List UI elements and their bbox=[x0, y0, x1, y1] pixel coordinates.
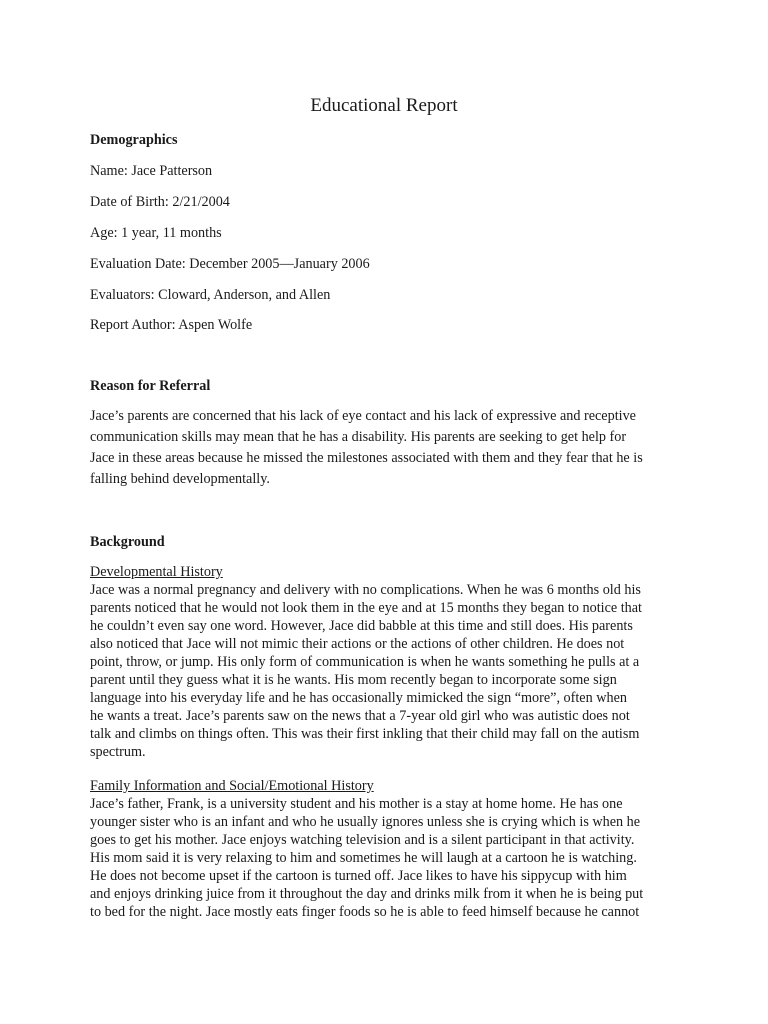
paragraph-line: He does not become upset if the cartoon is turned off. Jace likes to have his sippycup with him bbox=[90, 868, 627, 884]
demographics-evaluators: Evaluators: Cloward, Anderson, and Allen bbox=[90, 287, 331, 303]
paragraph-line: younger sister who is an infant and who he usually ignores unless she is crying which is when he bbox=[90, 814, 641, 830]
paragraph-line: Jace’s parents are concerned that his lack of eye contact and his lack of expressive and receptive bbox=[90, 408, 636, 424]
demographics-heading: Demographics bbox=[90, 132, 178, 148]
paragraph-line: he wants a treat. Jace’s parents saw on the news that a 7-year old girl who was autistic does not bbox=[90, 708, 630, 724]
paragraph-line: goes to get his mother. Jace enjoys watching television and is a silent participant in that activity. bbox=[90, 832, 635, 848]
paragraph-line: Jace’s father, Frank, is a university student and his mother is a stay at home home. He has one bbox=[90, 796, 623, 812]
paragraph-line: talk and climbs on things often. This was their first inkling that their child may fall on the autism bbox=[90, 726, 640, 742]
paragraph-line: parent until they guess what it is he wants. His mom recently began to incorporate some sign bbox=[90, 672, 617, 688]
demographics-report-author: Report Author: Aspen Wolfe bbox=[90, 317, 253, 333]
demographics-dob: Date of Birth: 2/21/2004 bbox=[90, 194, 230, 210]
paragraph-line: Jace in these areas because he missed the milestones associated with them and they fear that he is bbox=[90, 450, 643, 466]
paragraph-line: spectrum. bbox=[90, 744, 146, 760]
background-heading: Background bbox=[90, 534, 165, 550]
family-history-paragraph bbox=[90, 795, 690, 921]
paragraph-line: to bed for the night. Jace mostly eats finger foods so he is able to feed himself because he cannot bbox=[90, 904, 640, 920]
paragraph-line: falling behind developmentally. bbox=[90, 471, 270, 487]
demographics-name: Name: Jace Patterson bbox=[90, 163, 213, 179]
demographics-age: Age: 1 year, 11 months bbox=[90, 225, 222, 241]
developmental-history-paragraph bbox=[90, 581, 690, 761]
page-title: Educational Report bbox=[310, 95, 458, 116]
paragraph-line: point, throw, or jump. His only form of communication is when he wants something he pulls at a bbox=[90, 654, 640, 670]
paragraph-line: language into his everyday life and he has occasionally mimicked the sign “more”, often when bbox=[90, 690, 627, 706]
paragraph-line: Jace was a normal pregnancy and delivery with no complications. When he was 6 months old his bbox=[90, 582, 641, 598]
family-history-subheading: Family Information and Social/Emotional History bbox=[90, 778, 374, 794]
developmental-history-subheading: Developmental History bbox=[90, 564, 223, 580]
referral-heading: Reason for Referral bbox=[90, 378, 211, 394]
paragraph-line: parents noticed that he would not look them in the eye and at 15 months they began to notice that bbox=[90, 600, 642, 616]
referral-paragraph bbox=[90, 406, 690, 490]
paragraph-line: also noticed that Jace will not mimic their actions or the actions of other children. He does not bbox=[90, 636, 625, 652]
paragraph-line: and enjoys drinking juice from it throughout the day and drinks milk from it when he is being put bbox=[90, 886, 644, 902]
paragraph-line: His mom said it is very relaxing to him and sometimes he will laugh at a cartoon he is watching. bbox=[90, 850, 637, 866]
demographics-evaluation-date: Evaluation Date: December 2005—January 2006 bbox=[90, 256, 370, 272]
paragraph-line: he couldn’t even say one word. However, Jace did babble at this time and still does. His parents bbox=[90, 618, 633, 634]
paragraph-line: communication skills may mean that he has a disability. His parents are seeking to get help for bbox=[90, 429, 627, 445]
